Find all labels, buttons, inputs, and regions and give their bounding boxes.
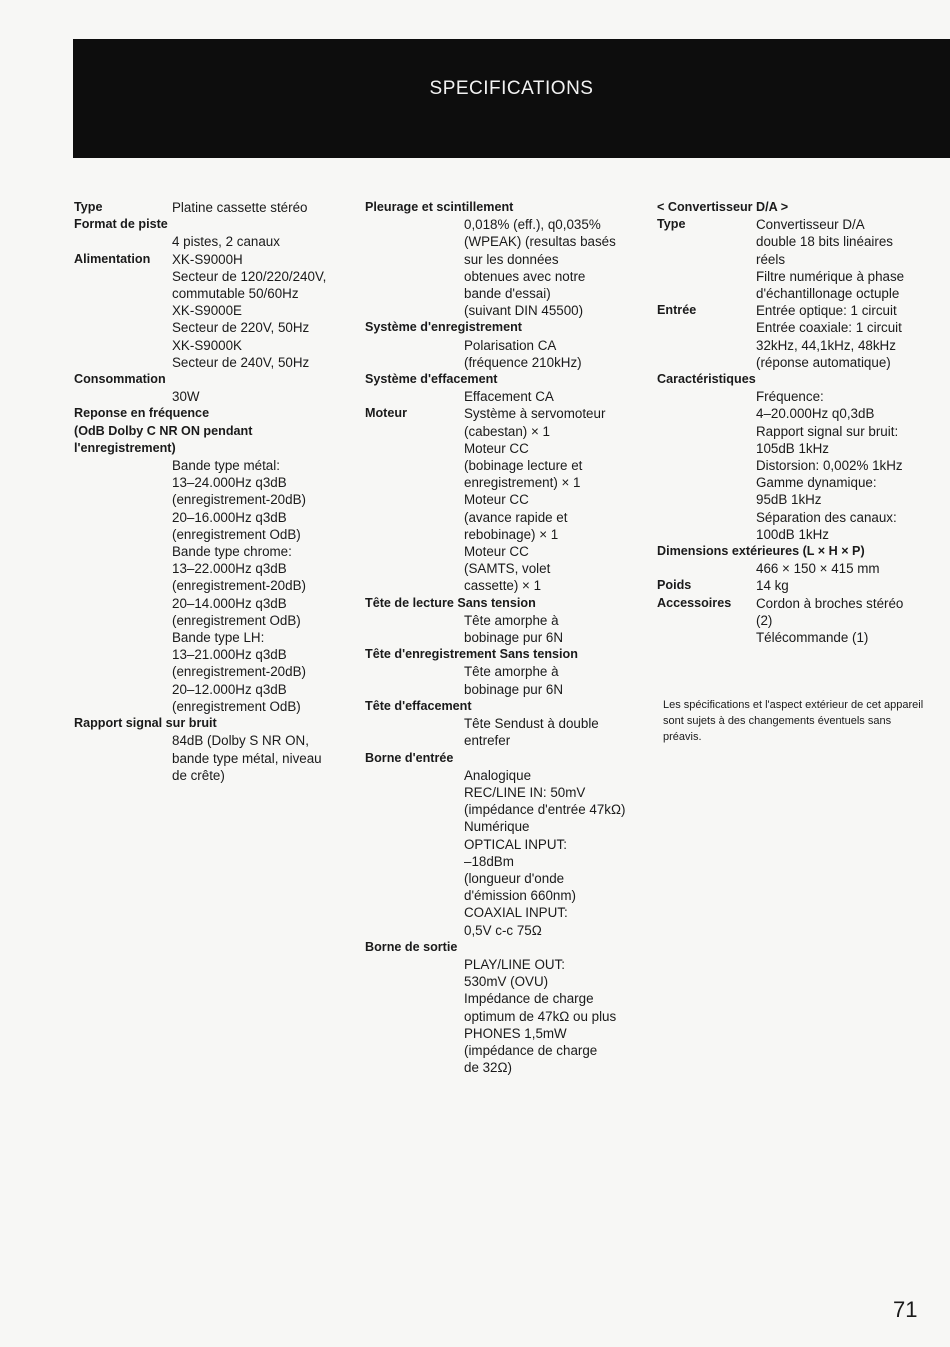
spec-value-line: 0,018% (eff.), q0,035% <box>464 217 601 233</box>
spec-row <box>657 216 947 233</box>
spec-value-line: Télécommande (1) <box>756 630 869 646</box>
spec-value-line: 0,5V c-c 75Ω <box>464 922 542 938</box>
spec-value-line: PLAY/LINE OUT: <box>464 956 565 972</box>
spec-heading: Borne de sortie <box>365 939 458 954</box>
spec-label: Type <box>657 217 686 232</box>
spec-value-line: (enregistrement OdB) <box>172 612 301 628</box>
spec-value-line: 20–14.000Hz q3dB <box>172 595 287 611</box>
spec-value: Platine cassette stéréo <box>172 200 308 215</box>
spec-value-line: entrefer <box>464 733 511 749</box>
spec-value-line: (bobinage lecture et <box>464 458 583 474</box>
spec-label: Entrée <box>657 303 697 318</box>
spec-value-line: 20–12.000Hz q3dB <box>172 681 287 697</box>
spec-value-line: rebobinage) × 1 <box>464 526 559 542</box>
spec-heading: Consommation <box>74 372 166 387</box>
spec-value-line: Moteur CC <box>464 440 529 456</box>
spec-value: Entrée optique: 1 circuit <box>756 303 897 319</box>
spec-value-line: (réponse automatique) <box>756 354 891 370</box>
spec-value-line: Impédance de charge <box>464 991 594 1007</box>
spec-value-line: 4 pistes, 2 canaux <box>172 234 280 250</box>
specs-column-3 <box>657 199 947 646</box>
spec-value-line: REC/LINE IN: 50mV <box>464 784 586 800</box>
spec-value-line: (suivant DIN 45500) <box>464 303 584 319</box>
spec-heading: Reponse en fréquence <box>74 406 210 421</box>
spec-value-line: (enregistrement-20dB) <box>172 492 306 508</box>
spec-heading: Dimensions extérieures (L × H × P) <box>657 544 865 559</box>
spec-value-line: 4–20.000Hz q0,3dB <box>756 406 875 422</box>
spec-value-line: 100dB 1kHz <box>756 526 829 542</box>
spec-value-line: 95dB 1kHz <box>756 492 822 508</box>
spec-value-line: XK-S9000E <box>172 303 242 319</box>
page-title: SPECIFICATIONS <box>429 78 594 99</box>
spec-value-line: double 18 bits linéaires <box>756 234 893 250</box>
spec-value-line: Séparation des canaux: <box>756 509 897 525</box>
spec-heading: Système d'effacement <box>365 372 498 387</box>
spec-value-line: (longueur d'onde <box>464 870 565 886</box>
spec-value-line: commutable 50/60Hz <box>172 286 299 302</box>
spec-value: Système à servomoteur <box>464 406 606 422</box>
spec-heading: Tête de lecture Sans tension <box>365 595 536 610</box>
page-number: 71 <box>893 1297 918 1322</box>
spec-value-line: Moteur CC <box>464 492 529 508</box>
spec-value-line: Effacement CA <box>464 389 554 405</box>
spec-row <box>657 577 947 594</box>
spec-value-line: Secteur de 240V, 50Hz <box>172 354 310 370</box>
spec-value-line: bande d'essai) <box>464 286 551 302</box>
spec-value-line: 105dB 1kHz <box>756 440 829 456</box>
spec-value: Cordon à broches stéréo <box>756 595 904 611</box>
spec-value-line: COAXIAL INPUT: <box>464 905 568 921</box>
spec-value-line: sur les données <box>464 251 559 267</box>
spec-value-line: Tête amorphe à <box>464 612 559 628</box>
spec-value-line: 32kHz, 44,1kHz, 48kHz <box>756 337 896 353</box>
spec-value-line: 13–24.000Hz q3dB <box>172 475 287 491</box>
spec-value-line: XK-S9000K <box>172 337 242 353</box>
disclaimer-note: Les spécifications et l'aspect extérieur de cet appareil sont sujets à des changements éventuels sans préavis. <box>663 699 924 743</box>
spec-heading: Format de piste <box>74 217 168 232</box>
spec-label: Moteur <box>365 406 407 421</box>
spec-value: 14 kg <box>756 578 789 594</box>
spec-value-line: (enregistrement-20dB) <box>172 664 306 680</box>
spec-label: Poids <box>657 578 692 593</box>
spec-value-line: (avance rapide et <box>464 509 568 525</box>
spec-heading: Pleurage et scintillement <box>365 200 514 214</box>
spec-value-line: 30W <box>172 389 200 405</box>
spec-heading: < Convertisseur D/A > <box>657 200 789 214</box>
spec-value-line: (SAMTS, volet <box>464 561 551 577</box>
spec-value-line: optimum de 47kΩ ou plus <box>464 1008 617 1024</box>
spec-value-line: Rapport signal sur bruit: <box>756 423 899 439</box>
spec-label: Accessoires <box>657 595 732 610</box>
spec-value-line: (WPEAK) (resultas basés <box>464 234 616 250</box>
spec-heading: Tête d'effacement <box>365 698 472 713</box>
spec-value-line: bobinage pur 6N <box>464 681 564 697</box>
spec-heading: Caractéristiques <box>657 372 756 387</box>
spec-value-line: enregistrement) × 1 <box>464 475 581 491</box>
spec-value-line: Fréquence: <box>756 389 824 405</box>
spec-value-line: bande type métal, niveau <box>172 750 322 766</box>
spec-value-line: Tête Sendust à double <box>464 716 599 732</box>
spec-value-line: bobinage pur 6N <box>464 630 564 646</box>
spec-value-line: Moteur CC <box>464 544 529 560</box>
spec-value-line: cassette) × 1 <box>464 578 542 594</box>
spec-value-line: Secteur de 220V, 50Hz <box>172 320 310 336</box>
spec-heading: (OdB Dolby C NR ON pendant <box>74 423 253 438</box>
spec-value-line: obtenues avec notre <box>464 268 586 284</box>
spec-row <box>74 251 354 268</box>
spec-value-line: PHONES 1,5mW <box>464 1025 567 1041</box>
spec-value-line: 84dB (Dolby S NR ON, <box>172 733 309 749</box>
spec-row <box>657 595 947 612</box>
spec-value-line: 13–22.000Hz q3dB <box>172 561 287 577</box>
spec-value-line: Numérique <box>464 819 530 835</box>
spec-row <box>657 302 947 319</box>
spec-value-line: (impédance d'entrée 47kΩ) <box>464 802 626 818</box>
spec-heading: Borne d'entrée <box>365 750 454 765</box>
header-banner <box>73 39 950 158</box>
spec-heading: Tête d'enregistrement Sans tension <box>365 647 578 662</box>
spec-value-line: Distorsion: 0,002% 1kHz <box>756 458 903 474</box>
spec-value-line: (2) <box>756 612 773 628</box>
spec-value-line: Secteur de 120/220/240V, <box>172 268 327 284</box>
spec-row <box>365 405 650 422</box>
spec-heading: Rapport signal sur bruit <box>74 716 217 731</box>
spec-value-line: 13–21.000Hz q3dB <box>172 647 287 663</box>
spec-value: Convertisseur D/A <box>756 217 865 233</box>
spec-heading: Système d'enregistrement <box>365 320 522 335</box>
spec-value: XK-S9000H <box>172 251 243 267</box>
spec-value-line: de crête) <box>172 767 225 783</box>
spec-value-line: 466 × 150 × 415 mm <box>756 561 880 577</box>
spec-value-line: réels <box>756 251 786 267</box>
spec-value-line: (enregistrement OdB) <box>172 526 301 542</box>
spec-value-line: (impédance de charge <box>464 1042 598 1058</box>
spec-value-line: Filtre numérique à phase <box>756 268 905 284</box>
spec-value-line: OPTICAL INPUT: <box>464 836 567 852</box>
spec-value-line: Gamme dynamique: <box>756 475 877 491</box>
spec-value-line: (enregistrement OdB) <box>172 698 301 714</box>
spec-value-line: d'échantillonage octuple <box>756 286 900 302</box>
spec-value-line: 20–16.000Hz q3dB <box>172 509 287 525</box>
specs-column-1 <box>74 199 354 784</box>
spec-value-line: de 32Ω) <box>464 1060 512 1076</box>
specs-column-2 <box>365 199 650 1076</box>
spec-value-line: (cabestan) × 1 <box>464 423 550 439</box>
spec-value-line: Entrée coaxiale: 1 circuit <box>756 320 902 336</box>
spec-value-line: d'émission 660nm) <box>464 888 576 904</box>
spec-row <box>74 199 354 216</box>
spec-value-line: Bande type LH: <box>172 630 265 646</box>
spec-value-line: Analogique <box>464 767 532 783</box>
spec-value-line: Bande type métal: <box>172 458 280 474</box>
spec-label: Alimentation <box>74 251 151 266</box>
spec-heading: l'enregistrement) <box>74 440 176 455</box>
spec-value-line: (fréquence 210kHz) <box>464 354 582 370</box>
spec-value-line: Bande type chrome: <box>172 544 292 560</box>
spec-label: Type <box>74 200 103 214</box>
spec-value-line: Tête amorphe à <box>464 664 559 680</box>
spec-value-line: Polarisation CA <box>464 337 557 353</box>
spec-value-line: (enregistrement-20dB) <box>172 578 306 594</box>
spec-value-line: –18dBm <box>464 853 514 869</box>
spec-value-line: 530mV (OVU) <box>464 974 549 990</box>
